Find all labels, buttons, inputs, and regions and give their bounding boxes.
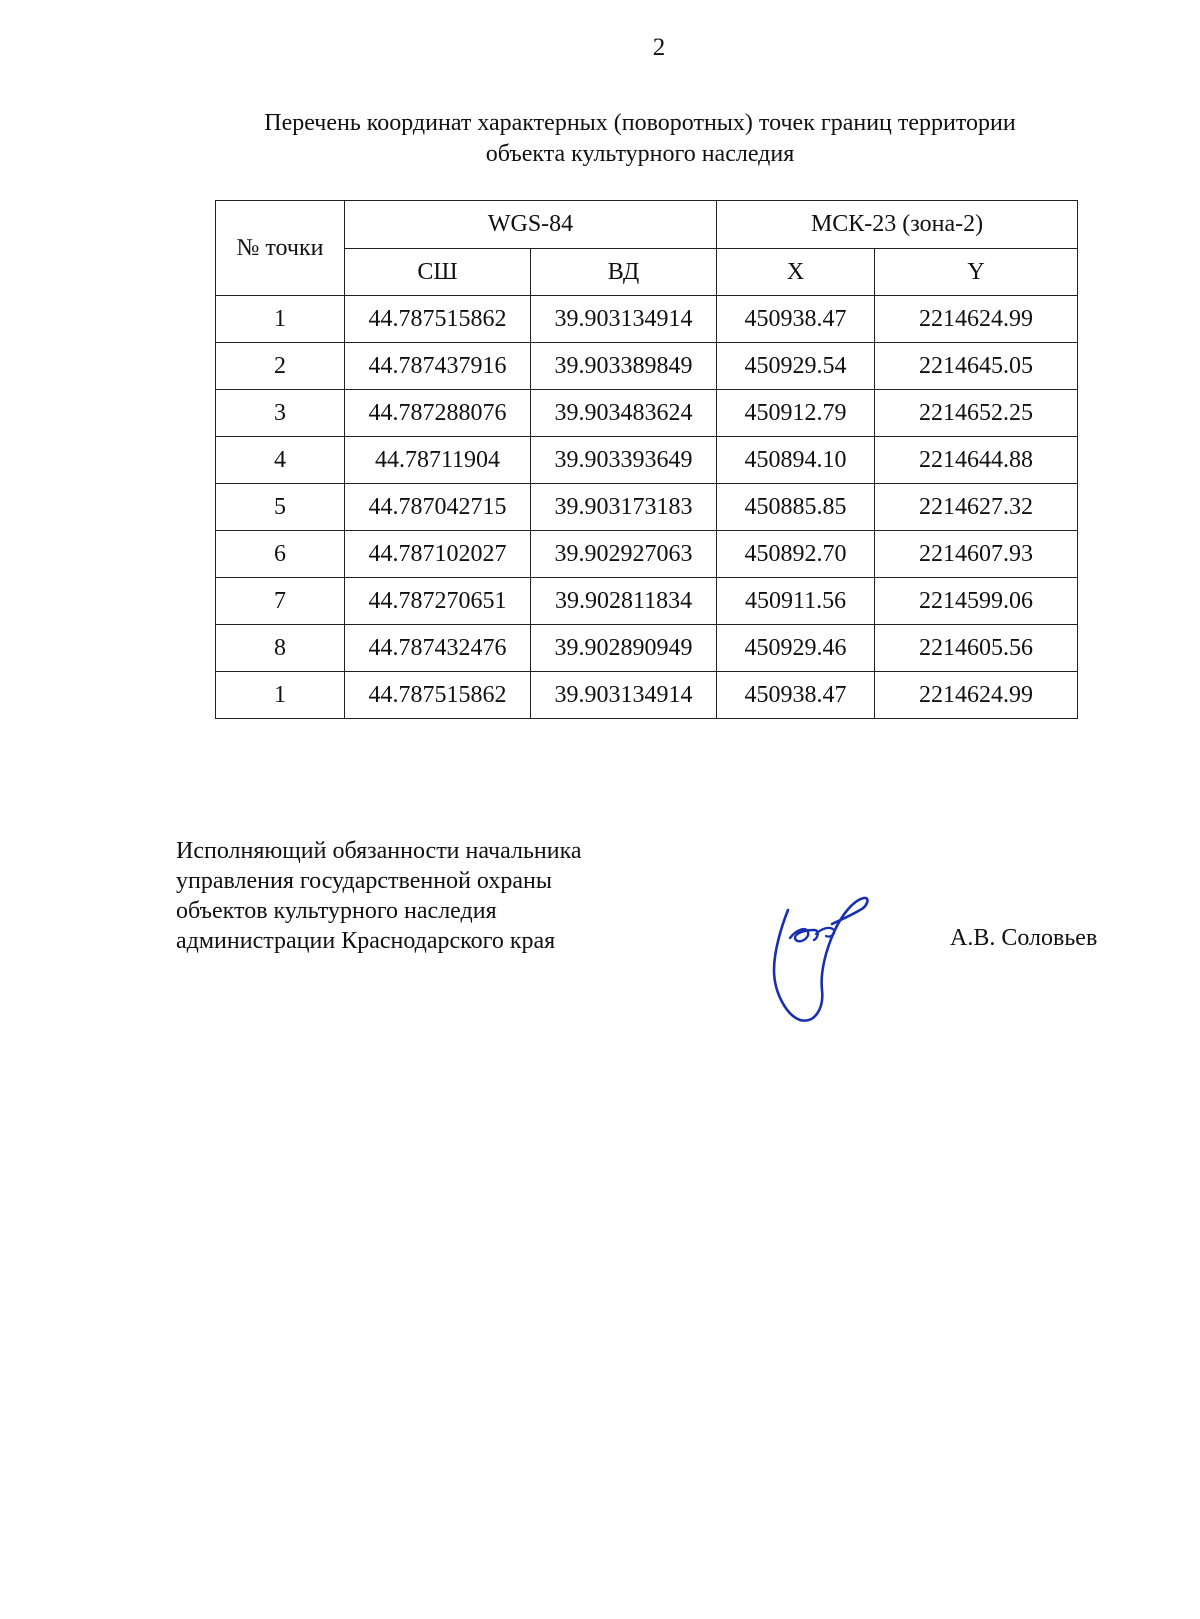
cell-lat: 44.787042715 <box>345 484 531 531</box>
cell-x: 450929.46 <box>717 625 875 672</box>
table-row <box>216 437 1078 484</box>
table-row <box>216 343 1078 390</box>
cell-lat: 44.78711904 <box>345 437 531 484</box>
position-line-2: управления государственной охраны <box>176 868 552 894</box>
cell-y: 2214624.99 <box>875 296 1078 343</box>
handwritten-signature <box>760 880 880 1030</box>
cell-lon: 39.902811834 <box>531 578 717 625</box>
page-number <box>0 34 1200 62</box>
table-row <box>216 390 1078 437</box>
cell-point: 4 <box>216 437 345 484</box>
cell-lon: 39.903173183 <box>531 484 717 531</box>
header-point-number: № точки <box>216 201 345 296</box>
cell-point: 3 <box>216 390 345 437</box>
cell-lat: 44.787270651 <box>345 578 531 625</box>
cell-lon: 39.903134914 <box>531 296 717 343</box>
cell-x: 450912.79 <box>717 390 875 437</box>
cell-y: 2214624.99 <box>875 672 1078 719</box>
header-latitude: СШ <box>345 249 531 296</box>
header-wgs84: WGS-84 <box>345 201 717 249</box>
cell-y: 2214599.06 <box>875 578 1078 625</box>
cell-y: 2214605.56 <box>875 625 1078 672</box>
cell-lat: 44.787515862 <box>345 672 531 719</box>
cell-y: 2214607.93 <box>875 531 1078 578</box>
cell-lat: 44.787288076 <box>345 390 531 437</box>
cell-x: 450892.70 <box>717 531 875 578</box>
cell-lat: 44.787515862 <box>345 296 531 343</box>
cell-lat: 44.787432476 <box>345 625 531 672</box>
signatory-position <box>176 836 582 956</box>
cell-x: 450938.47 <box>717 672 875 719</box>
cell-y: 2214652.25 <box>875 390 1078 437</box>
cell-x: 450929.54 <box>717 343 875 390</box>
table-header-row <box>216 201 1078 249</box>
signer-name: А.В. Соловьев <box>950 925 1098 951</box>
table-row <box>216 296 1078 343</box>
cell-point: 5 <box>216 484 345 531</box>
title-line-1: Перечень координат характерных (поворотных) точек границ территории <box>264 110 1016 136</box>
table-row <box>216 625 1078 672</box>
table-subheader-row <box>216 249 1078 296</box>
table-row <box>216 672 1078 719</box>
cell-lon: 39.903393649 <box>531 437 717 484</box>
table-row <box>216 531 1078 578</box>
document-title <box>190 108 1090 170</box>
header-msk23: МСК-23 (зона-2) <box>717 201 1078 249</box>
cell-lon: 39.902927063 <box>531 531 717 578</box>
coordinates-table <box>215 200 1078 719</box>
cell-x: 450938.47 <box>717 296 875 343</box>
cell-lon: 39.903134914 <box>531 672 717 719</box>
cell-x: 450894.10 <box>717 437 875 484</box>
cell-point: 8 <box>216 625 345 672</box>
cell-y: 2214627.32 <box>875 484 1078 531</box>
cell-lat: 44.787102027 <box>345 531 531 578</box>
header-x: X <box>717 249 875 296</box>
cell-lon: 39.903483624 <box>531 390 717 437</box>
header-longitude: ВД <box>531 249 717 296</box>
cell-point: 2 <box>216 343 345 390</box>
cell-x: 450885.85 <box>717 484 875 531</box>
cell-point: 6 <box>216 531 345 578</box>
cell-point: 1 <box>216 296 345 343</box>
page-number-text: 2 <box>652 34 666 61</box>
cell-lat: 44.787437916 <box>345 343 531 390</box>
position-line-1: Исполняющий обязанности начальника <box>176 838 582 864</box>
table-row <box>216 484 1078 531</box>
cell-point: 7 <box>216 578 345 625</box>
cell-x: 450911.56 <box>717 578 875 625</box>
cell-lon: 39.902890949 <box>531 625 717 672</box>
cell-y: 2214645.05 <box>875 343 1078 390</box>
table-row <box>216 578 1078 625</box>
title-line-2: объекта культурного наследия <box>485 141 795 167</box>
position-line-3: объектов культурного наследия <box>176 898 497 924</box>
cell-y: 2214644.88 <box>875 437 1078 484</box>
cell-point: 1 <box>216 672 345 719</box>
position-line-4: администрации Краснодарского края <box>176 928 556 954</box>
header-y: Y <box>875 249 1078 296</box>
cell-lon: 39.903389849 <box>531 343 717 390</box>
